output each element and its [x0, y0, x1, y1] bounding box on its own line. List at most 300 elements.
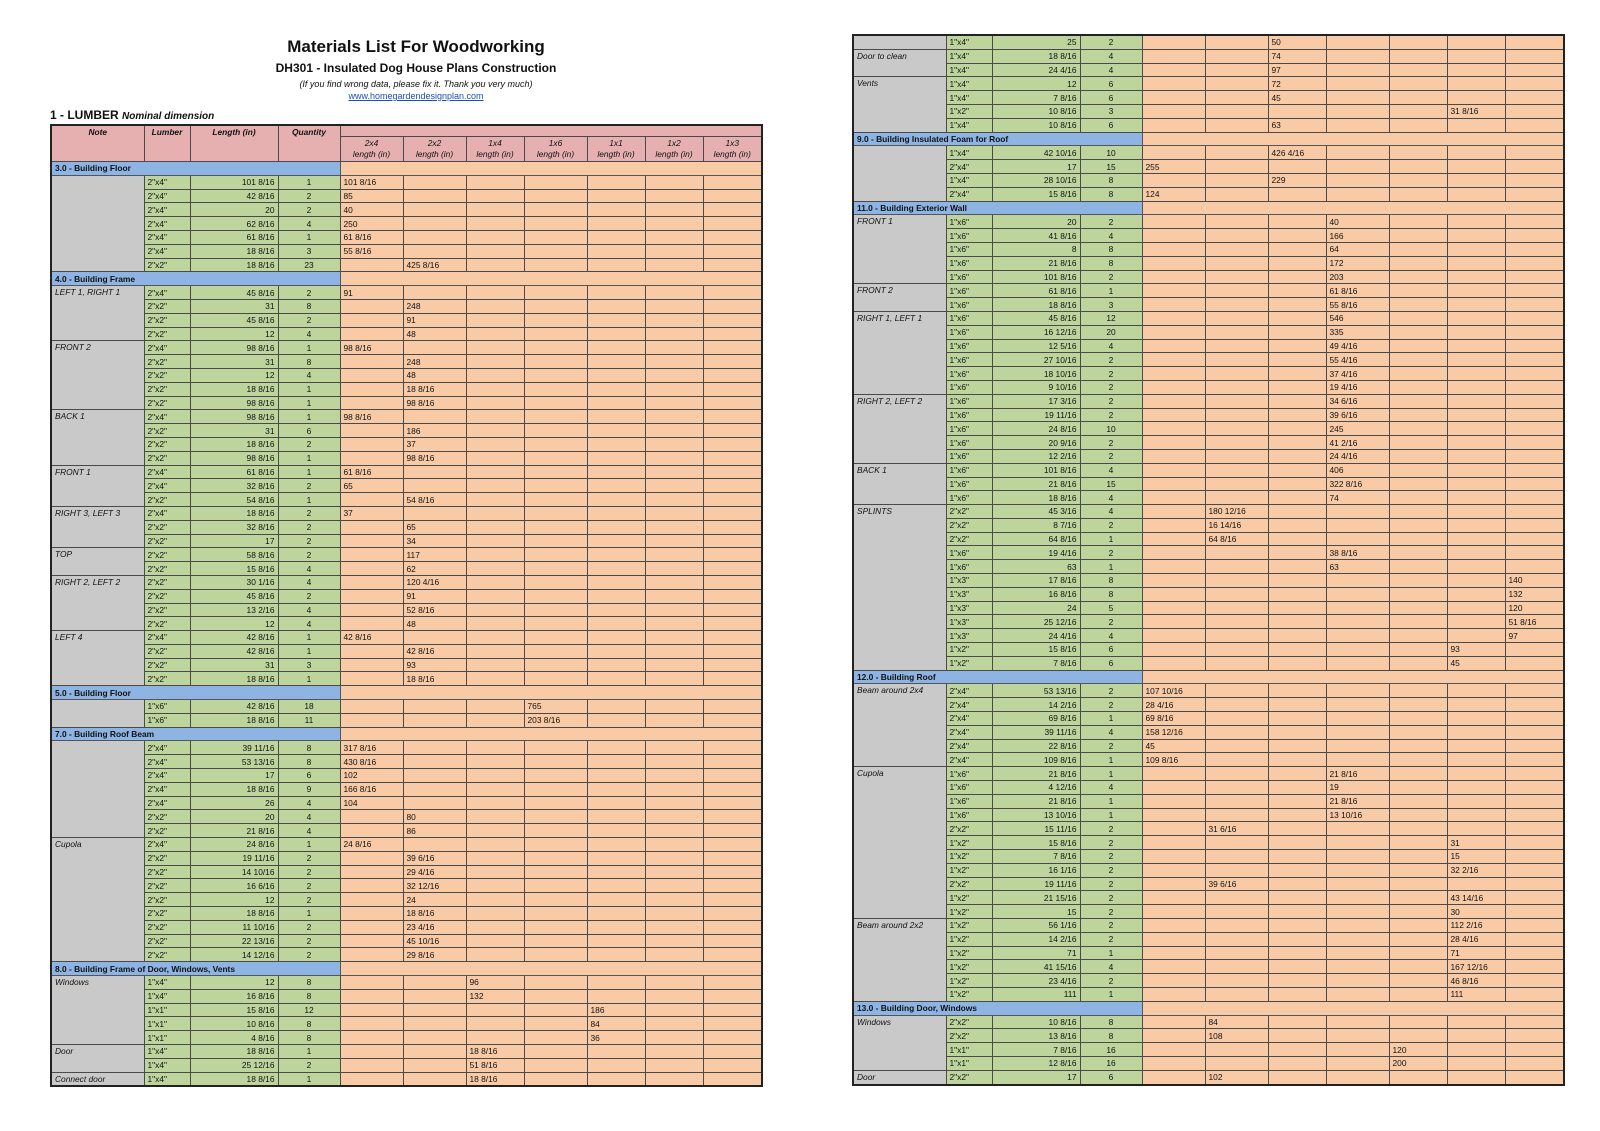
length-cell: 17 3/16 [992, 394, 1080, 408]
length-cell: 98 8/16 [190, 410, 278, 424]
empty-cell [466, 203, 524, 217]
table-row [853, 946, 1564, 960]
table-row [51, 313, 762, 327]
empty-cell [1268, 822, 1326, 836]
empty-cell [1447, 173, 1505, 187]
empty-cell [1268, 1070, 1326, 1084]
empty-cell [1389, 601, 1447, 615]
empty-cell [1268, 794, 1326, 808]
total-length-cell: 28 4/16 [1447, 932, 1505, 946]
empty-cell [403, 1072, 466, 1086]
empty-cell [587, 824, 645, 838]
empty-cell [1142, 229, 1205, 243]
row-note: FRONT 1 [51, 465, 144, 506]
quantity-cell: 1 [1080, 532, 1142, 546]
empty-cell [587, 299, 645, 313]
lumber-cell: 2"x2" [946, 877, 992, 891]
empty-cell [524, 907, 587, 921]
empty-cell [1142, 436, 1205, 450]
empty-cell [1389, 339, 1447, 353]
total-length-cell: 51 8/16 [1505, 615, 1564, 629]
empty-cell [1326, 35, 1389, 49]
length-cell: 19 11/16 [992, 877, 1080, 891]
empty-cell [1142, 891, 1205, 905]
empty-cell [1268, 449, 1326, 463]
empty-cell [703, 1072, 762, 1086]
lumber-cell: 2"x2" [144, 313, 190, 327]
empty-cell [1142, 463, 1205, 477]
empty-cell [1326, 146, 1389, 160]
size-header-spacer [340, 125, 762, 137]
empty-cell [1205, 311, 1268, 325]
length-cell: 45 8/16 [190, 313, 278, 327]
empty-cell [403, 465, 466, 479]
empty-cell [1142, 215, 1205, 229]
empty-cell [1268, 1029, 1326, 1043]
empty-cell [1326, 77, 1389, 91]
empty-cell [1505, 863, 1564, 877]
quantity-cell: 1 [278, 382, 340, 396]
empty-cell [1268, 725, 1326, 739]
row-note: Windows [853, 1015, 946, 1070]
table-row [51, 713, 762, 727]
empty-cell [1447, 436, 1505, 450]
empty-cell [703, 879, 762, 893]
table-row [853, 91, 1564, 105]
empty-cell [587, 506, 645, 520]
row-note: LEFT 4 [51, 631, 144, 686]
empty-cell [1268, 463, 1326, 477]
empty-cell [703, 989, 762, 1003]
empty-cell [1505, 298, 1564, 312]
empty-cell [466, 451, 524, 465]
empty-cell [1389, 394, 1447, 408]
empty-cell [1389, 91, 1447, 105]
empty-cell [1447, 477, 1505, 491]
empty-cell [1268, 863, 1326, 877]
total-length-cell: 63 [1326, 560, 1389, 574]
empty-cell [466, 189, 524, 203]
empty-cell [703, 934, 762, 948]
empty-cell [1142, 781, 1205, 795]
table-row [853, 739, 1564, 753]
empty-cell [587, 865, 645, 879]
lumber-cell: 2"x4" [144, 230, 190, 244]
table-row [51, 534, 762, 548]
empty-cell [1205, 960, 1268, 974]
section-title: 13.0 - Building Door, Windows [853, 1001, 1142, 1015]
empty-cell [1326, 91, 1389, 105]
quantity-cell: 1 [278, 230, 340, 244]
table-row [853, 919, 1564, 933]
empty-cell [703, 755, 762, 769]
total-length-cell: 120 4/16 [403, 575, 466, 589]
empty-cell [703, 437, 762, 451]
table-row [51, 976, 762, 990]
length-cell: 15 8/16 [190, 562, 278, 576]
empty-cell [340, 258, 403, 272]
empty-cell [645, 341, 703, 355]
empty-cell [1142, 987, 1205, 1001]
empty-cell [1268, 436, 1326, 450]
empty-cell [1505, 518, 1564, 532]
lumber-cell: 1"x2" [946, 850, 992, 864]
empty-cell [1505, 781, 1564, 795]
length-cell: 25 12/16 [992, 615, 1080, 629]
empty-cell [466, 838, 524, 852]
empty-cell [587, 217, 645, 231]
quantity-cell: 3 [1080, 104, 1142, 118]
empty-cell [1205, 546, 1268, 560]
table-row [51, 355, 762, 369]
empty-cell [340, 1058, 403, 1072]
empty-cell [466, 796, 524, 810]
empty-cell [1205, 932, 1268, 946]
empty-cell [703, 658, 762, 672]
total-length-cell: 425 8/16 [403, 258, 466, 272]
length-cell: 10 8/16 [992, 118, 1080, 132]
length-cell: 45 8/16 [190, 589, 278, 603]
empty-cell [703, 217, 762, 231]
empty-cell [645, 258, 703, 272]
total-length-cell: 29 8/16 [403, 948, 466, 962]
empty-cell [1268, 767, 1326, 781]
total-length-cell: 72 [1268, 77, 1326, 91]
total-length-cell: 203 8/16 [524, 713, 587, 727]
empty-cell [403, 286, 466, 300]
length-cell: 42 10/16 [992, 146, 1080, 160]
total-length-cell: 97 [1505, 629, 1564, 643]
empty-cell [703, 520, 762, 534]
empty-cell [1447, 532, 1505, 546]
table-row [51, 341, 762, 355]
empty-cell [703, 644, 762, 658]
total-length-cell: 55 4/16 [1326, 353, 1389, 367]
empty-cell [524, 893, 587, 907]
empty-cell [1205, 808, 1268, 822]
quantity-cell: 8 [1080, 256, 1142, 270]
empty-cell [340, 617, 403, 631]
total-length-cell: 43 14/16 [1447, 891, 1505, 905]
total-length-cell: 45 [1142, 739, 1205, 753]
empty-cell [703, 410, 762, 424]
empty-cell [587, 1045, 645, 1059]
empty-cell [587, 493, 645, 507]
empty-cell [466, 299, 524, 313]
empty-cell [466, 437, 524, 451]
empty-cell [1268, 629, 1326, 643]
empty-cell [1389, 946, 1447, 960]
section-title: 7.0 - Building Roof Beam [51, 727, 340, 741]
quantity-cell: 2 [1080, 436, 1142, 450]
empty-cell [1447, 877, 1505, 891]
section-row [51, 162, 762, 176]
empty-cell [1389, 794, 1447, 808]
empty-cell [1505, 960, 1564, 974]
empty-cell [645, 589, 703, 603]
empty-cell [340, 589, 403, 603]
empty-cell [587, 672, 645, 686]
col-header-1x4: 1x4 length (in) [466, 137, 524, 162]
quantity-cell: 15 [1080, 477, 1142, 491]
length-cell: 98 8/16 [190, 451, 278, 465]
quantity-cell: 2 [1080, 270, 1142, 284]
empty-cell [1142, 477, 1205, 491]
length-cell: 53 13/16 [992, 684, 1080, 698]
empty-cell [524, 644, 587, 658]
empty-cell [1326, 863, 1389, 877]
empty-cell [340, 644, 403, 658]
lumber-cell: 2"x4" [946, 187, 992, 201]
row-note: BACK 1 [853, 463, 946, 504]
empty-cell [703, 368, 762, 382]
empty-cell [1505, 656, 1564, 670]
total-length-cell: 15 [1447, 850, 1505, 864]
table-row [853, 518, 1564, 532]
table-row [853, 408, 1564, 422]
empty-cell [1205, 601, 1268, 615]
empty-cell [466, 741, 524, 755]
quantity-cell: 8 [1080, 173, 1142, 187]
length-cell: 62 8/16 [190, 217, 278, 231]
lumber-cell: 1"x2" [946, 863, 992, 877]
empty-cell [1447, 63, 1505, 77]
total-length-cell: 19 4/16 [1326, 380, 1389, 394]
quantity-cell: 1 [278, 341, 340, 355]
quantity-cell: 4 [278, 327, 340, 341]
table-row [853, 256, 1564, 270]
length-cell: 24 4/16 [992, 63, 1080, 77]
total-length-cell: 84 [587, 1017, 645, 1031]
total-length-cell: 120 [1505, 601, 1564, 615]
length-cell: 63 [992, 560, 1080, 574]
table-row [51, 286, 762, 300]
quantity-cell: 1 [1080, 987, 1142, 1001]
empty-cell [1205, 753, 1268, 767]
empty-cell [1447, 215, 1505, 229]
empty-cell [587, 437, 645, 451]
lumber-cell: 2"x2" [144, 907, 190, 921]
empty-cell [340, 1045, 403, 1059]
table-row [853, 656, 1564, 670]
empty-cell [1447, 311, 1505, 325]
empty-cell [1505, 739, 1564, 753]
row-note: Door to clean [853, 49, 946, 77]
empty-cell [1326, 1056, 1389, 1070]
empty-cell [703, 1045, 762, 1059]
empty-cell [524, 410, 587, 424]
empty-cell [524, 548, 587, 562]
empty-cell [524, 424, 587, 438]
row-note: RIGHT 3, LEFT 3 [51, 506, 144, 547]
empty-cell [703, 1031, 762, 1045]
section-row [853, 1001, 1564, 1015]
empty-cell [524, 1003, 587, 1017]
lumber-cell: 2"x4" [144, 769, 190, 783]
table-row [51, 838, 762, 852]
empty-cell [1389, 77, 1447, 91]
table-row [853, 298, 1564, 312]
empty-cell [1205, 491, 1268, 505]
empty-cell [1268, 698, 1326, 712]
empty-cell [703, 396, 762, 410]
empty-cell [1389, 587, 1447, 601]
table-row [853, 753, 1564, 767]
lumber-cell: 2"x2" [144, 672, 190, 686]
table-row [853, 270, 1564, 284]
empty-cell [645, 299, 703, 313]
empty-cell [703, 203, 762, 217]
table-row [853, 505, 1564, 519]
table-row [853, 339, 1564, 353]
lumber-cell: 1"x6" [946, 477, 992, 491]
table-row [853, 863, 1564, 877]
empty-cell [340, 548, 403, 562]
empty-cell [340, 700, 403, 714]
empty-cell [1142, 656, 1205, 670]
length-cell: 7 8/16 [992, 91, 1080, 105]
quantity-cell: 2 [1080, 408, 1142, 422]
table-row [853, 1043, 1564, 1057]
lumber-cell: 1"x3" [946, 601, 992, 615]
quantity-cell: 16 [1080, 1043, 1142, 1057]
empty-cell [1268, 325, 1326, 339]
total-length-cell: 248 [403, 299, 466, 313]
lumber-cell: 2"x4" [144, 341, 190, 355]
length-cell: 18 8/16 [992, 298, 1080, 312]
empty-cell [703, 175, 762, 189]
quantity-cell: 8 [278, 976, 340, 990]
table-row [853, 905, 1564, 919]
empty-cell [1326, 643, 1389, 657]
table-row [853, 629, 1564, 643]
empty-cell [703, 451, 762, 465]
lumber-cell: 1"x6" [946, 781, 992, 795]
empty-cell [1268, 408, 1326, 422]
empty-cell [1326, 629, 1389, 643]
empty-cell [1142, 242, 1205, 256]
empty-cell [1447, 408, 1505, 422]
lumber-cell: 1"x6" [946, 408, 992, 422]
quantity-cell: 4 [1080, 781, 1142, 795]
length-cell: 19 4/16 [992, 546, 1080, 560]
empty-cell [645, 755, 703, 769]
empty-cell [466, 368, 524, 382]
quantity-cell: 8 [278, 755, 340, 769]
empty-cell [1142, 587, 1205, 601]
length-cell: 109 8/16 [992, 753, 1080, 767]
lumber-cell: 1"x2" [946, 643, 992, 657]
empty-cell [1205, 339, 1268, 353]
length-cell: 4 12/16 [992, 781, 1080, 795]
section-row-blank [1142, 1001, 1564, 1015]
empty-cell [1326, 1070, 1389, 1084]
empty-cell [1326, 505, 1389, 519]
empty-cell [1205, 919, 1268, 933]
empty-cell [403, 1031, 466, 1045]
table-row [51, 189, 762, 203]
lumber-cell: 1"x6" [946, 242, 992, 256]
empty-cell [645, 824, 703, 838]
quantity-cell: 8 [278, 741, 340, 755]
total-length-cell: 97 [1268, 63, 1326, 77]
length-cell: 39 11/16 [190, 741, 278, 755]
empty-cell [403, 1017, 466, 1031]
website-link[interactable]: www.homegardendesignplan.com [348, 91, 484, 101]
length-cell: 30 1/16 [190, 575, 278, 589]
empty-cell [1389, 242, 1447, 256]
quantity-cell: 4 [278, 810, 340, 824]
length-cell: 19 11/16 [992, 408, 1080, 422]
empty-cell [1326, 601, 1389, 615]
empty-cell [1505, 891, 1564, 905]
length-cell: 41 15/16 [992, 960, 1080, 974]
empty-cell [1205, 643, 1268, 657]
empty-cell [403, 230, 466, 244]
total-length-cell: 54 8/16 [403, 493, 466, 507]
empty-cell [340, 879, 403, 893]
empty-cell [524, 1045, 587, 1059]
length-cell: 14 10/16 [190, 865, 278, 879]
quantity-cell: 2 [1080, 215, 1142, 229]
quantity-cell: 4 [1080, 725, 1142, 739]
empty-cell [645, 1072, 703, 1086]
quantity-cell: 1 [278, 644, 340, 658]
empty-cell [1326, 1043, 1389, 1057]
total-length-cell: 69 8/16 [1142, 712, 1205, 726]
quantity-cell: 8 [1080, 1015, 1142, 1029]
length-cell: 8 7/16 [992, 518, 1080, 532]
total-length-cell: 158 12/16 [1142, 725, 1205, 739]
row-note: Connect door [51, 1072, 144, 1086]
table-row [51, 1058, 762, 1072]
empty-cell [1505, 877, 1564, 891]
empty-cell [1205, 463, 1268, 477]
quantity-cell: 5 [1080, 601, 1142, 615]
empty-cell [524, 769, 587, 783]
empty-cell [524, 865, 587, 879]
empty-cell [466, 713, 524, 727]
length-cell: 45 8/16 [190, 286, 278, 300]
empty-cell [466, 534, 524, 548]
empty-cell [1447, 698, 1505, 712]
quantity-cell: 12 [1080, 311, 1142, 325]
empty-cell [1326, 836, 1389, 850]
length-cell: 18 10/16 [992, 367, 1080, 381]
empty-cell [1142, 877, 1205, 891]
empty-cell [466, 810, 524, 824]
empty-cell [645, 1058, 703, 1072]
lumber-cell: 1"x1" [946, 1043, 992, 1057]
empty-cell [1447, 767, 1505, 781]
empty-cell [1389, 891, 1447, 905]
table-row [853, 532, 1564, 546]
lumber-cell: 2"x2" [144, 437, 190, 451]
empty-cell [524, 589, 587, 603]
empty-cell [1268, 560, 1326, 574]
length-cell: 7 8/16 [992, 656, 1080, 670]
empty-cell [1326, 946, 1389, 960]
empty-cell [1447, 380, 1505, 394]
empty-cell [645, 479, 703, 493]
total-length-cell: 48 [403, 368, 466, 382]
empty-cell [1447, 560, 1505, 574]
empty-cell [587, 1072, 645, 1086]
empty-cell [1326, 698, 1389, 712]
empty-cell [1326, 1015, 1389, 1029]
empty-cell [645, 286, 703, 300]
empty-cell [1389, 215, 1447, 229]
